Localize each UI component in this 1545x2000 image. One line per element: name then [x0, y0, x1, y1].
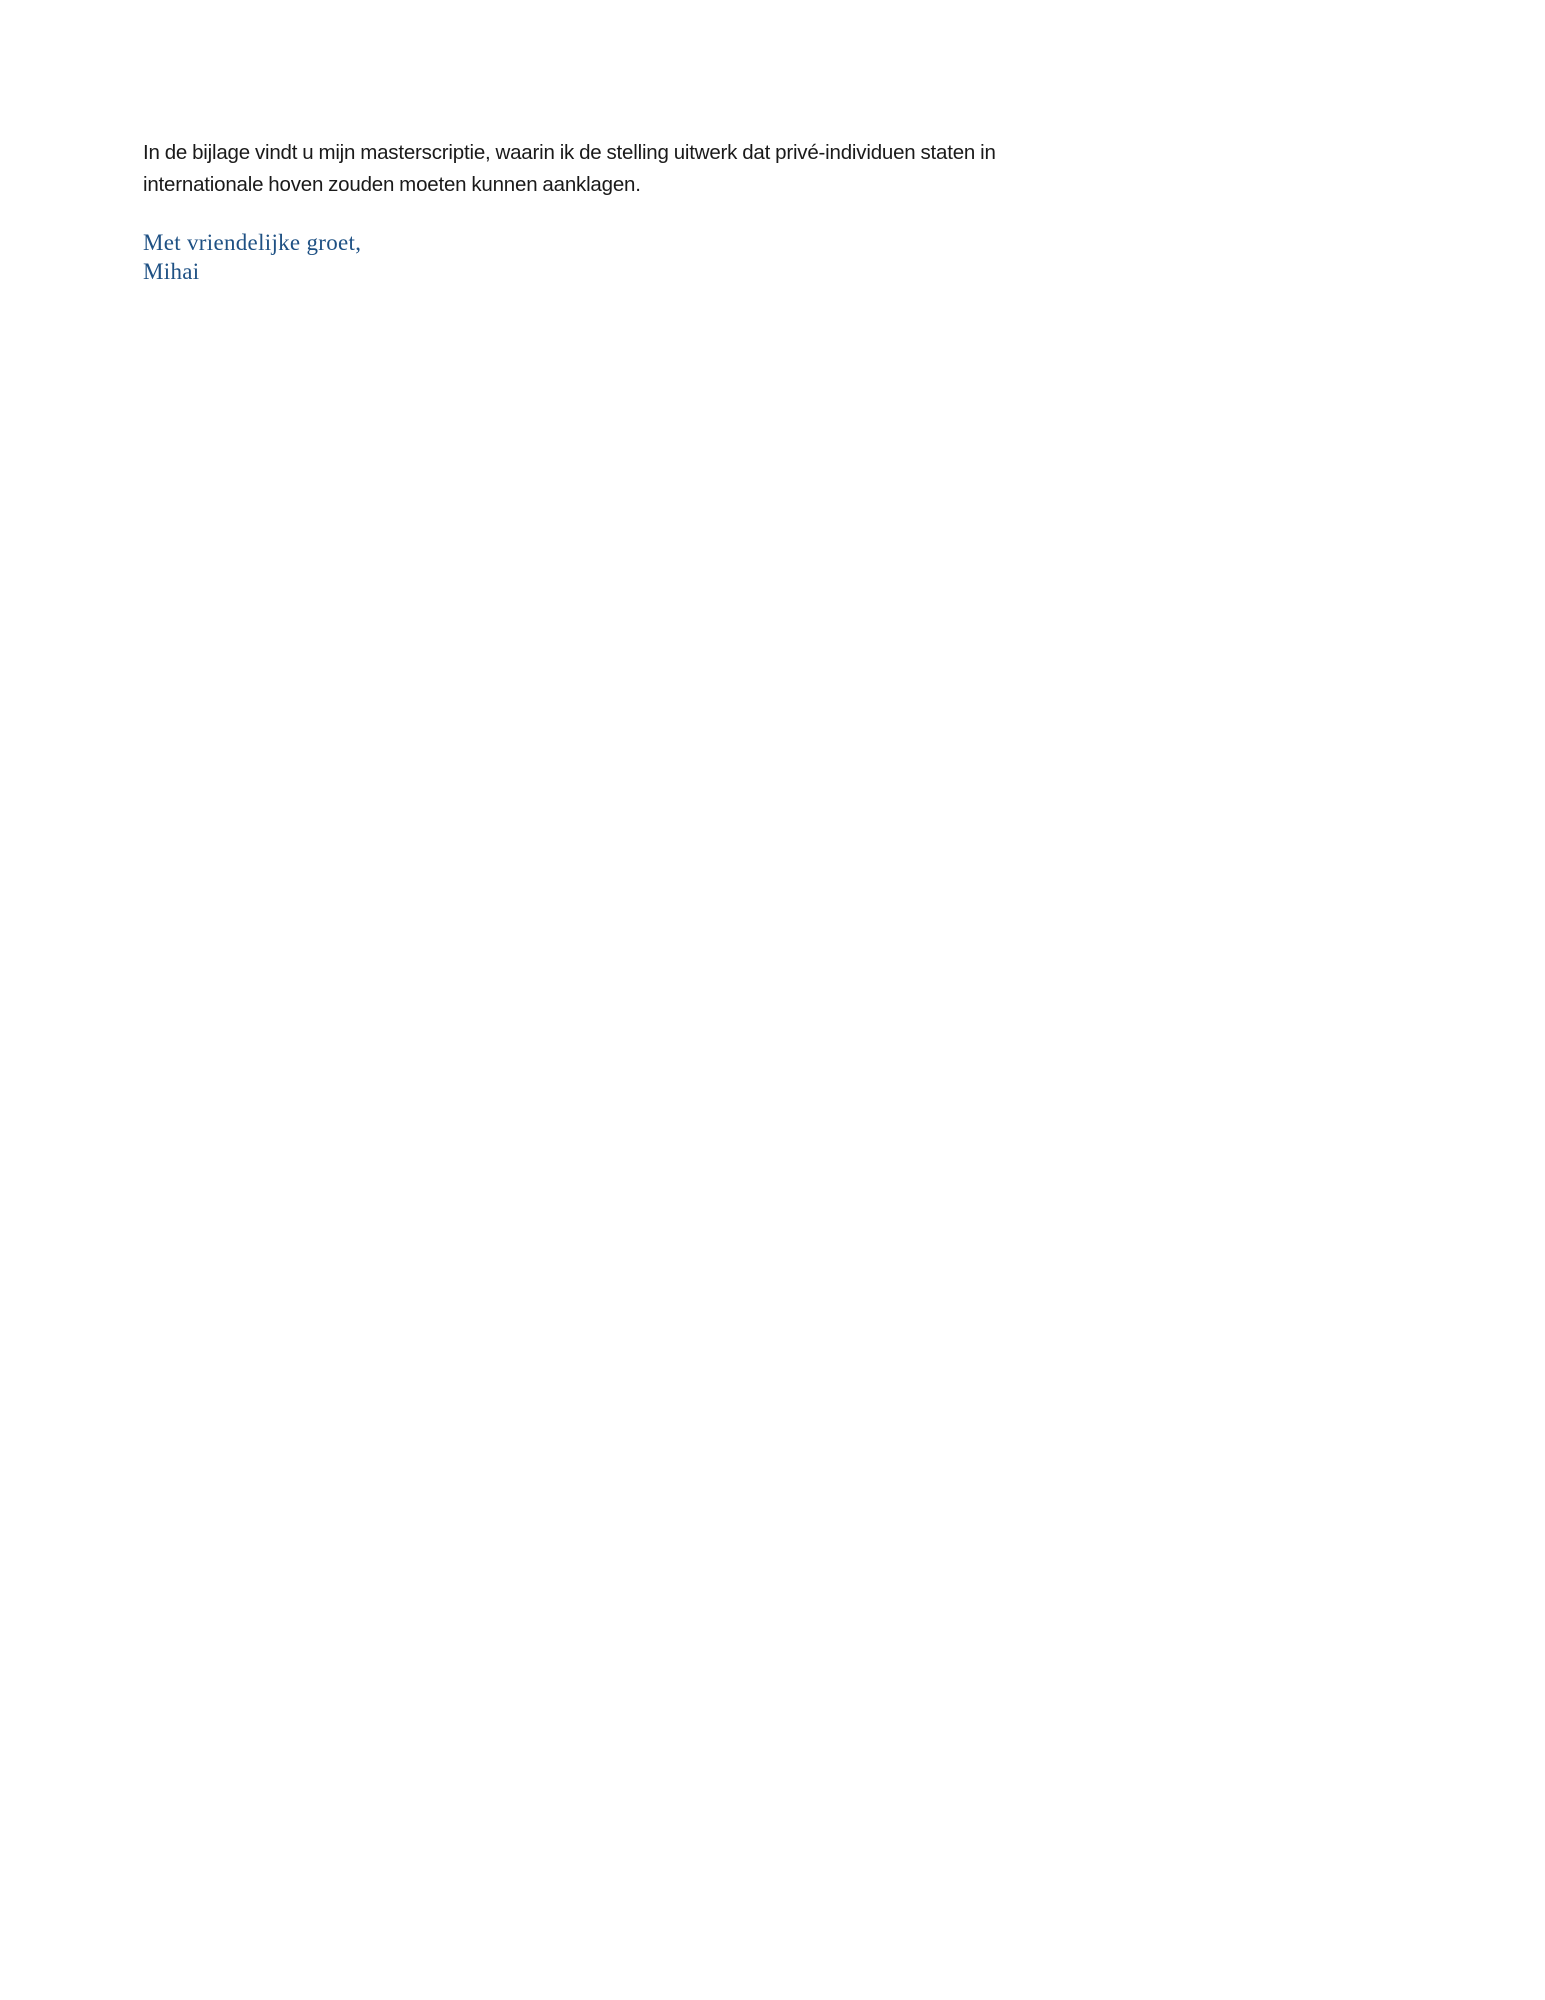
signature-name: Mihai: [143, 259, 200, 284]
body-paragraph: In de bijlage vindt u mijn masterscriptie, waarin ik de stelling uitwerk dat privé-individuen staten in internationale hoven zouden moeten kunnen aanklagen.: [143, 141, 996, 196]
signature-closing: Met vriendelijke groet,: [143, 230, 362, 255]
signature-block: [143, 228, 743, 286]
body-text-block: [143, 137, 1073, 201]
